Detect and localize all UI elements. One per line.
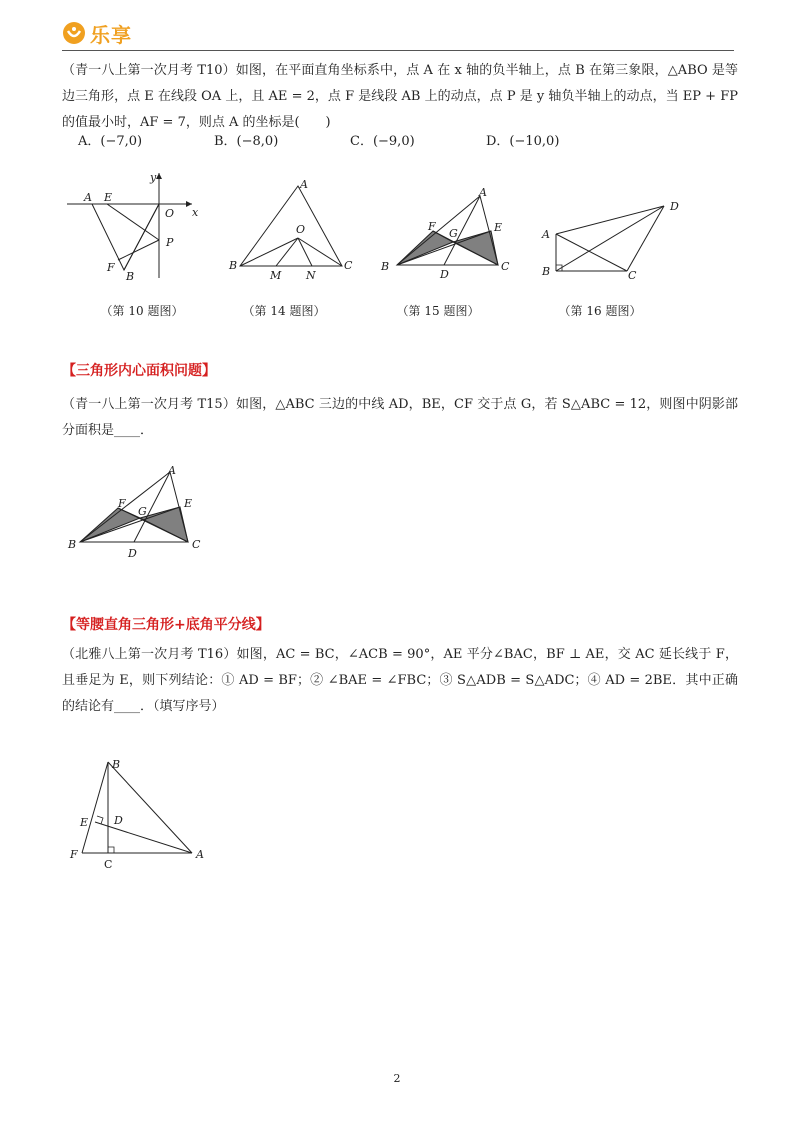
q10-option-d: D．(−10,0) (486, 134, 560, 149)
q16-label-a: A (196, 848, 204, 861)
q10-option-b: B．(−8,0) (214, 134, 279, 149)
figure-15 (378, 184, 518, 284)
logo-text: 乐享 (90, 22, 132, 47)
fig16-label-b: B (542, 265, 551, 278)
figure-10 (62, 168, 212, 283)
q15-text: （青一八上第一次月考 T15）如图，△ABC 三边的中线 AD，BE，CF 交于点 G，若 S△ABC = 12，则图中阴影部分面积是____． (62, 397, 738, 438)
figure-15-caption: （第 15 题图） (396, 304, 480, 318)
q10-text: （青一八上第一次月考 T10）如图，在平面直角坐标系中，点 A 在 x 轴的负半轴上，点 B 在第三象限，△ABO 是等边三角形，点 E 在线段 OA 上，且 AE = 2，点 F 是线段 AB 上的动点，点 P 是 y 轴负半轴上的动点，当 EP + FP 的值最小时，AF = 7，则点 A 的坐标是( ) (62, 63, 738, 130)
figure-14-caption: （第 14 题图） (242, 304, 326, 318)
fig14-label-c: C (344, 259, 353, 272)
fig15-label-e: E (494, 221, 503, 234)
q10-option-c: C．(−9,0) (350, 134, 415, 149)
figure-16-caption: （第 16 题图） (558, 304, 642, 318)
fig15-label-b: B (381, 260, 390, 273)
q15-label-b: B (68, 538, 77, 551)
fig16-label-d: D (670, 200, 679, 213)
fig10-label-y: y (150, 171, 157, 184)
fig16-label-a: A (542, 228, 550, 241)
q10-option-a: A．(−7,0) (78, 134, 143, 149)
fig10-label-x: x (192, 206, 199, 219)
page-number: 2 (393, 1072, 401, 1085)
q10-options (78, 130, 678, 149)
section-title-isosceles-right-triangle: 【等腰直角三角形+底角平分线】 (62, 617, 270, 633)
q15-label-a: A (168, 464, 176, 477)
fig10-label-p: P (166, 236, 174, 249)
fig15-label-a: A (479, 186, 487, 199)
figure-q15 (62, 460, 212, 560)
fig15-label-d: D (440, 268, 449, 281)
fig10-label-f: F (107, 261, 115, 274)
figure-14 (226, 176, 356, 286)
fig16-label-c: C (628, 269, 637, 282)
fig10-label-b: B (126, 270, 135, 283)
fig15-label-c: C (501, 260, 510, 273)
q15-label-d: D (128, 547, 137, 560)
q15-label-e: E (184, 497, 193, 510)
fig15-label-g: G (449, 227, 458, 240)
fig10-label-o: O (165, 207, 175, 220)
q15-label-c: C (192, 538, 201, 551)
logo-smile-icon (62, 21, 86, 45)
q15-label-f: F (118, 497, 126, 510)
section-title-incenter-area: 【三角形内心面积问题】 (62, 363, 216, 379)
q15-label-g: G (138, 505, 147, 518)
header-divider (62, 50, 734, 51)
fig10-label-a: A (84, 191, 92, 204)
fig15-label-f: F (428, 220, 436, 233)
fig14-label-n: N (306, 269, 316, 282)
fig14-label-m: M (270, 269, 282, 282)
q16-label-b: B (112, 758, 121, 771)
figure-q16 (62, 752, 212, 872)
fig14-label-o: O (296, 223, 306, 236)
q16-label-c: C (104, 858, 113, 871)
fig14-label-b: B (229, 259, 238, 272)
figure-10-caption: （第 10 题图） (100, 304, 184, 318)
q16-label-d: D (114, 814, 123, 827)
logo (62, 18, 142, 48)
fig14-label-a: A (300, 178, 308, 191)
q16-label-e: E (80, 816, 89, 829)
q16-label-f: F (70, 848, 78, 861)
figure-16 (536, 196, 686, 286)
fig10-label-e: E (104, 191, 113, 204)
q16-text: （北雅八上第一次月考 T16）如图，AC = BC，∠ACB = 90°，AE 平分∠BAC，BF ⊥ AE，交 AC 延长线于 F，且垂足为 E，则下列结论：① AD = BF；② ∠BAE = ∠FBC；③ S△ADB = S△ADC；④ AD = 2BE．其中正确的结论有____．（填写序号） (62, 647, 738, 714)
